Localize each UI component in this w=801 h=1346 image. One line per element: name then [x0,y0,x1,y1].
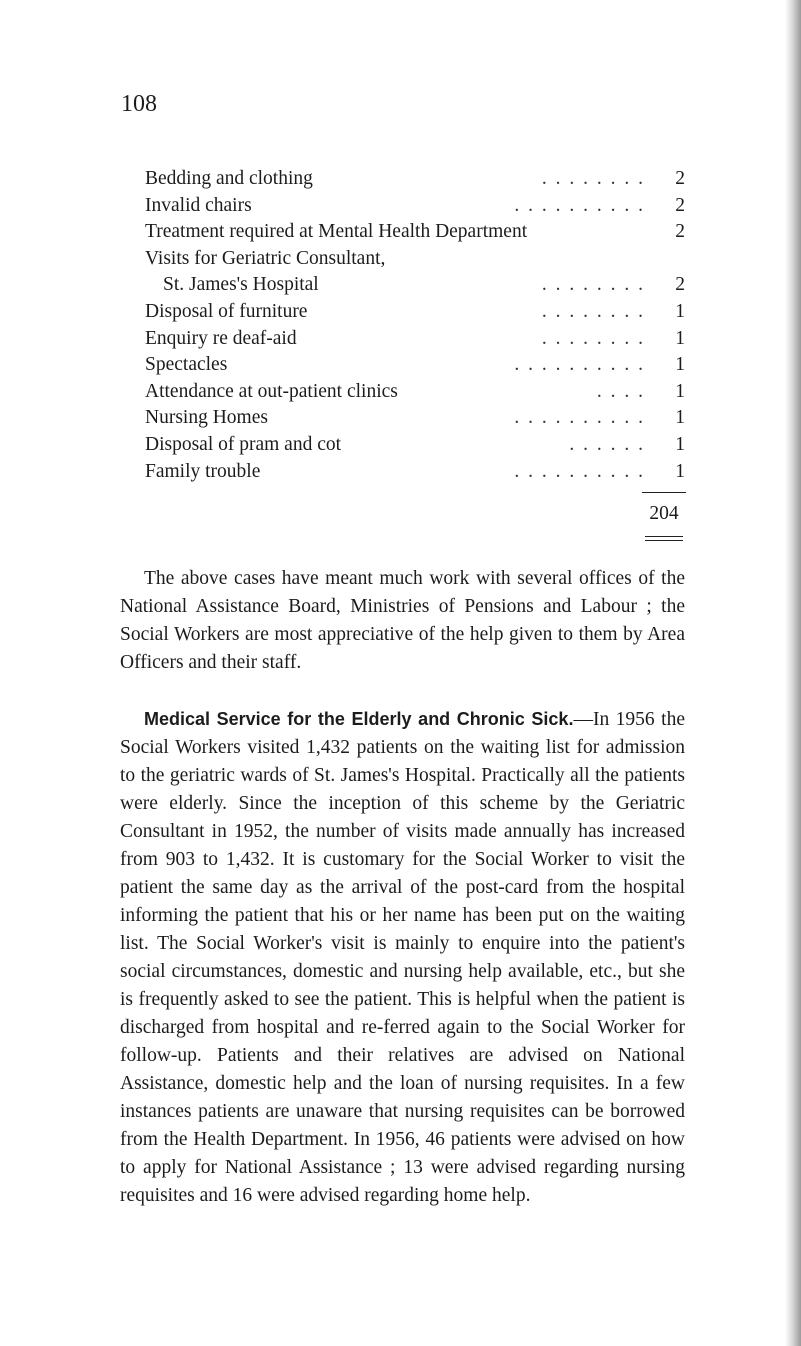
row-value: 2 [675,194,685,216]
table-row [145,352,685,379]
dot-leader: . . . . . . [569,433,645,455]
section-heading: Medical Service for the Elderly and Chronic Sick. [144,709,574,729]
row-label: Attendance at out-patient clinics [145,380,398,402]
row-value: 2 [675,168,685,189]
dot-leader: . . . . . . . . [541,300,645,322]
table-row [145,432,685,459]
dot-leader: . . . . . . . . . . [514,354,645,376]
total-double-rule [645,536,683,541]
table-row [145,193,685,220]
table-row [145,459,685,486]
page-number: 108 [121,91,157,117]
dot-leader: . . . . . . . . [541,327,645,349]
table-row [145,166,685,193]
row-label: Nursing Homes [145,407,268,429]
row-value: 1 [675,433,685,455]
row-label: St. James's Hospital [163,274,319,296]
row-value: 2 [675,221,685,243]
row-value: 1 [675,327,685,349]
row-value: 1 [675,460,685,482]
dot-leader: . . . . . . . . . . [514,460,645,482]
row-value: 2 [675,274,685,296]
row-label: Visits for Geriatric Consultant, [145,247,386,269]
table-row [145,405,685,432]
paragraph-body: —In 1956 the Social Workers visited 1,432 patients on the waiting list for admission to the geriatric wards of St. James's Hospital. Practically all the patients were elderly. Since the inception of this scheme by the Geriatric Consultant in 1952, the number of visits made annually has increased from 903 to 1,432. It is customary for the Social Worker to visit the patient the same day as the arrival of the post-card from the hospital informing the patient that his or her name has been put on the waiting list. The Social Worker's visit is mainly to enquire into the patient's social circumstances, domestic and nursing help available, etc., but she is frequently asked to see the patient. This is helpful when the patient is discharged from hospital and re-ferred again to the Social Worker for follow-up. Patients and their relatives are advised on National Assistance, domestic help and the loan of nursing requisites. In a few instances patients are unaware that nursing requisites can be borrowed from the Health Department. In 1956, 46 patients were advised on how to apply for National Assistance ; 13 were advised regarding nursing requisites and 16 were advised regarding home help. [120,709,685,1206]
cases-table [145,166,685,485]
table-row [145,219,685,246]
table-row [145,379,685,406]
dot-leader: . . . . . . . . . . [514,407,645,429]
dot-leader: . . . . . . . . [541,274,645,296]
page-edge-shadow [785,0,801,1346]
row-label: Disposal of pram and cot [145,433,342,455]
row-value: 1 [675,300,685,322]
row-label: Enquiry re deaf-aid [145,327,297,349]
row-label: Bedding and clothing [145,168,313,189]
row-label: Family trouble [145,460,261,482]
table-total: 204 [649,503,679,524]
table-row [145,246,685,273]
table-row [145,272,685,299]
row-label: Treatment required at Mental Health Department [145,221,528,243]
row-label: Invalid chairs [145,194,252,216]
dot-leader: . . . . . . . . . . [514,194,645,216]
paragraph-medical-service [120,705,685,1210]
row-value: 1 [675,354,685,376]
row-label: Spectacles [145,354,228,376]
paragraph-offices: The above cases have meant much work with several offices of the National Assistance Board, Ministries of Pensions and Labour ; the Social Workers are most appreciative of the help given to them by Area Officers and their staff. [120,568,685,673]
dot-leader: . . . . . . . . [541,168,645,189]
table-row [145,326,685,353]
total-rule [642,492,686,493]
row-label: Disposal of furniture [145,300,308,322]
row-value: 1 [675,380,685,402]
row-value: 1 [675,407,685,429]
dot-leader: . . . . [596,380,645,402]
table-row [145,299,685,326]
